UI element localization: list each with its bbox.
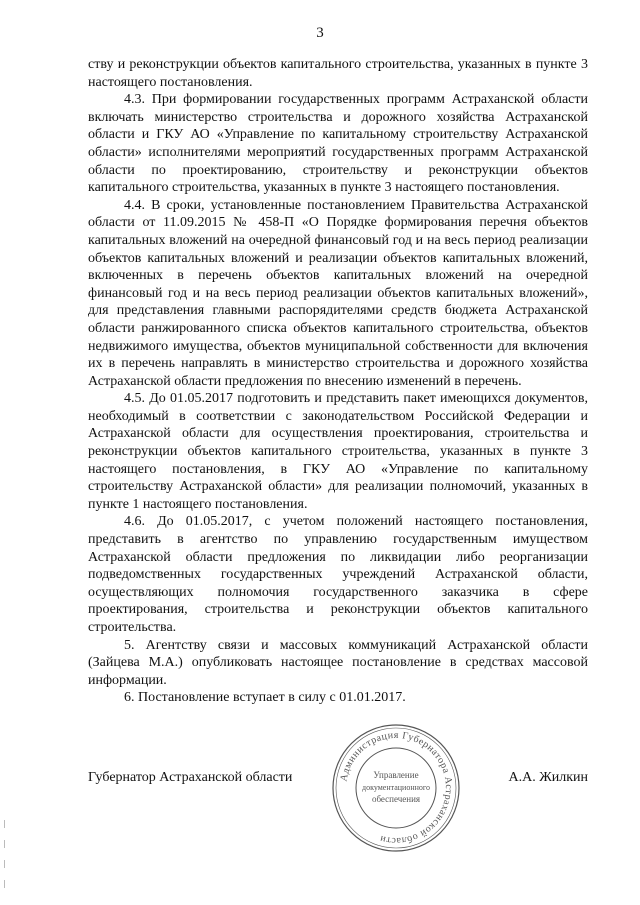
signatory-position: Губернатор Астраханской области — [88, 770, 293, 785]
scan-edge-mark — [4, 840, 5, 848]
paragraph-4-4: 4.4. В сроки, установленные постановлением Правительства Астраханской области от 11.09.2015 № 458-П «О Порядке формирования перечня объектов капитальных вложений на очередной финансовый год и на весь период реализации объектов капитальных вложений и реализации объектов капитальных вложений, включенных в перечень объектов капитальных вложений на очередной финансовый год и на весь период реализации объектов капитальных вложений», для представления главными распорядителями средств бюджета Астраханской области ранжированного списка объектов капитального строительства, объектов недвижимого имущества, объектов муниципальной собственности для включения их в перечень направлять в министерство строительства и дорожного хозяйства Астраханской области предложения по внесению изменений в перечень. — [88, 197, 588, 389]
paragraph-continuation: ству и реконструкции объектов капитального строительства, указанных в пункте 3 настоящего постановления. — [88, 57, 588, 90]
paragraph-6: 6. Постановление вступает в силу с 01.01.2017. — [124, 690, 406, 706]
scan-edge-mark — [4, 820, 5, 828]
stamp-center-line-1: Управление — [373, 770, 419, 780]
stamp-ring-text: Администрация Губернатора Астраханской области — [338, 729, 455, 847]
scan-edge-mark — [4, 880, 5, 888]
paragraph-4-6: 4.6. До 01.05.2017, с учетом положений настоящего постановления, представить в агентство по управлению государственным имуществом Астраханской области предложения по ликвидации либо реорганизации подведомственных государственных учреждений Астраханской области, осуществляющих полномочия государственного заказчика в сфере проектирования, строительства и реконструкции объектов капитального строительства. — [88, 514, 588, 635]
scan-edge-mark — [4, 860, 5, 868]
paragraph-5: 5. Агентству связи и массовых коммуникаций Астраханской области (Зайцева М.А.) опубликовать настоящее постановление в средствах массовой информации. — [88, 637, 588, 688]
signatory-name: А.А. Жилкин — [508, 770, 588, 785]
official-stamp — [330, 722, 462, 854]
stamp-center-line-2: документационного — [362, 783, 430, 792]
stamp-seal-icon — [330, 722, 462, 854]
paragraph-4-5: 4.5. До 01.05.2017 подготовить и представить пакет имеющихся документов, необходимый в соответствии с законодательством Российской Федерации и Астраханской области для осуществления проектирования, строительства и реконструкции объектов капитального строительства, указанных в пункте 3 настоящего постановления, в ГКУ АО «Управление по капитальному строительству Астраханской области» для реализации полномочий, указанных в пункте 1 настоящего постановления. — [88, 391, 588, 512]
page-number: 3 — [316, 25, 324, 41]
document-body — [88, 56, 588, 707]
paragraph-4-3: 4.3. При формировании государственных программ Астраханской области включать министерство строительства и дорожного хозяйства Астраханской области и ГКУ АО «Управление по капитальному строительству Астраханской области» исполнителями мероприятий государственных программ Астраханской области по проектированию, строительству и реконструкции объектов капитального строительства, указанных в пункте 3 настоящего постановления. — [88, 92, 588, 196]
stamp-center-line-3: обеспечения — [371, 794, 421, 804]
